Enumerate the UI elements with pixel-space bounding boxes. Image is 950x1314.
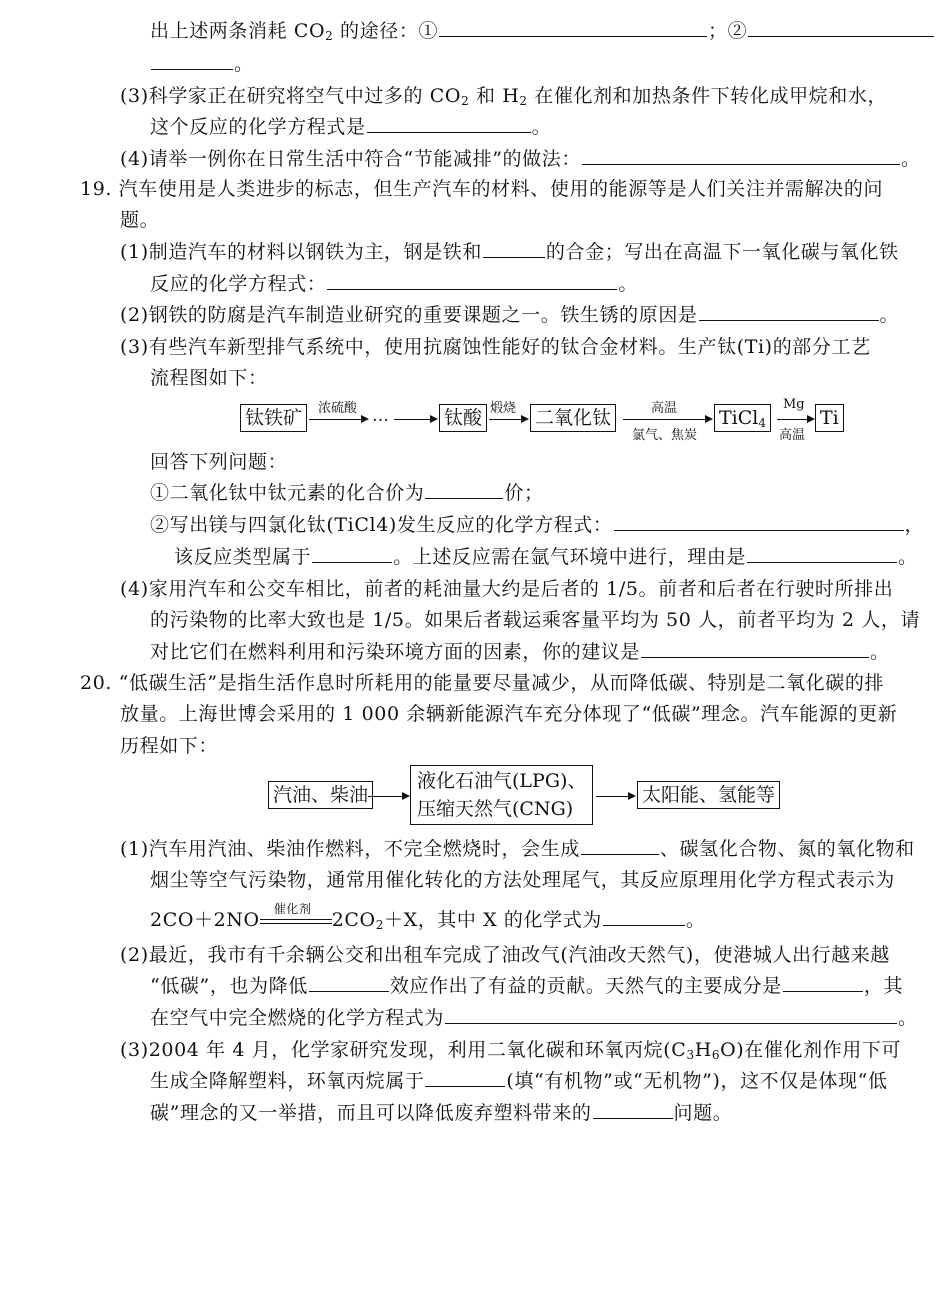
flow-node-titanic-acid: 钛酸 [439,404,487,432]
text: 出上述两条消耗 CO [150,20,326,42]
flow-arrow-label: 高温 [651,401,678,416]
q20-s3-line-3: 碳”理念的又一举措，而且可以降低废弃塑料带来的 问题。 [150,1102,733,1124]
answer-blank[interactable] [699,302,879,321]
q20-s3-line-2: 生成全降解塑料，环氧丙烷属于 (填“有机物”或“无机物”)，这不仅是体现“低 [150,1070,888,1092]
q18-line-1: 出上述两条消耗 $CO_2$ 的途径：① ；② [150,17,935,45]
q20-stem-2: 放量。上海世博会采用的 1 000 余辆新能源汽车充分体现了“低碳”理念。汽车能源的更新 [120,703,898,725]
q18-s3-line-2: 这个反应的化学方程式是 。 [150,116,552,138]
answer-blank[interactable] [582,146,900,165]
q20-stem-1: 20. “低碳生活”是指生活作息时所耗用的能量要尽量减少，从而降低碳、特别是二氧化碳的排 [80,672,885,694]
flow-node-lpg-cng: 液化石油气(LPG)、 压缩天然气(CNG) [410,765,593,825]
answer-blank[interactable] [151,51,233,70]
q19-answer-prompt: 回答下列问题： [150,451,288,473]
answer-blank[interactable] [309,973,389,992]
flow-arrow [394,419,436,420]
answer-blank[interactable] [445,1005,897,1024]
q20-s3-line-1: (3)2004 年 4 月，化学家研究发现，利用二氧化碳和环氧丙烷$(C_3H_6O)$在催化剂作用下可 [120,1039,902,1062]
answer-blank[interactable] [367,114,531,133]
q19-s1-line-2: 反应的化学方程式： 。 [150,273,639,295]
flow-arrow-label: 浓硫酸 [318,401,358,416]
flow-node-ticl4: TiCl$_4$ [714,404,771,432]
q19-c1-line: ①二氧化钛中钛元素的化合价为 价； [150,482,544,504]
q20-s2-line-1: (2)最近，我市有千余辆公交和出租车完成了油改气(汽油改天然气)，使港城人出行越来越 [120,944,890,966]
answer-blank[interactable] [312,544,392,563]
reaction-arrow-catalyst: 催化剂 [260,911,332,931]
q18-s3-line-1: (3)科学家正在研究将空气中过多的 $CO_2$ 和 $H_2$ 在催化剂和加热条件下转化成甲烷和水， [120,85,888,108]
answer-blank[interactable] [483,239,545,258]
answer-blank[interactable] [641,639,869,658]
q20-stem-3: 历程如下： [120,735,219,757]
text: ；② [708,20,748,42]
answer-blank[interactable] [614,512,904,531]
flow-arrow [623,419,711,420]
answer-blank[interactable] [327,271,617,290]
q19-s4-line-1: (4)家用汽车和公交车相比，前者的耗油量大约是后者的 1/5。前者和后者在行驶时所排出 [120,578,894,600]
answer-blank[interactable] [747,544,897,563]
q19-s2-line: (2)钢铁的防腐是汽车制造业研究的重要课题之一。铁生锈的原因是 。 [120,304,900,326]
flow-arrow-label: Mg [783,397,805,412]
answer-blank[interactable] [425,480,503,499]
answer-blank[interactable] [603,907,685,926]
flow-arrow [489,419,527,420]
q19-s3-line-2: 流程图如下： [150,367,268,389]
flow-node-ilmenite: 钛铁矿 [240,404,307,432]
q20-s2-line-3: 在空气中完全燃烧的化学方程式为 。 [150,1007,918,1029]
q19-c2-line-2: 该反应类型属于 。上述反应需在氩气环境中进行，理由是 。 [174,546,918,568]
flow-arrow-label: 煅烧 [490,401,517,416]
q20-s1-line-2: 烟尘等空气污染物，通常用催化转化的方法处理尾气，其反应原理用化学方程式表示为 [150,869,895,891]
q18-line-2: 。 [150,50,254,78]
answer-blank[interactable] [748,18,934,37]
flow-ellipsis: … [372,406,389,426]
q20-equation-line: 2CO＋2NO 催化剂 $2CO_2+X$，其中 X 的化学式为 。 [150,902,706,932]
answer-blank[interactable] [783,973,863,992]
q19-stem-1: 19. 汽车使用是人类进步的标志，但生产汽车的材料、使用的能源等是人们关注并需解决的问 [80,178,884,200]
answer-blank[interactable] [581,836,659,855]
flow-arrow-label: 高温 [779,428,806,443]
answer-blank[interactable] [439,18,707,37]
answer-blank[interactable] [593,1100,673,1119]
flow-arrow-label: 氯气、焦炭 [632,428,698,443]
q20-s1-line-1: (1)汽车用汽油、柴油作燃料，不完全燃烧时，会生成 、碳氢化合物、氮的氧化物和 [120,838,915,860]
text: 的途径：① [333,20,439,42]
q19-s3-line-1: (3)有些汽车新型排气系统中，使用抗腐蚀性能好的钛合金材料。生产钛(Ti)的部分工艺 [120,336,871,358]
q19-s4-line-2: 的污染物的比率大致也是 1/5。如果后者载运乘客量平均为 50 人，前者平均为 2 人，请 [150,609,921,631]
flow-node-titanium-dioxide: 二氧化钛 [530,404,616,432]
flow-arrow [777,419,813,420]
flow-arrow [309,419,367,420]
answer-blank[interactable] [425,1068,505,1087]
q19-c2-line-1: ②写出镁与四氯化钛(TiCl4)发生反应的化学方程式： ， [150,514,925,536]
flow-arrow [368,796,408,797]
flow-node-gasoline-diesel: 汽油、柴油 [268,781,373,809]
q19-stem-2: 题。 [120,209,160,231]
q18-s4-line: (4)请举一例你在日常生活中符合“节能减排”的做法： 。 [120,148,921,170]
q19-s1-line-1: (1)制造汽车的材料以钢铁为主，钢是铁和 的合金；写出在高温下一氧化碳与氧化铁 [120,241,899,263]
flow-node-solar-hydrogen: 太阳能、氢能等 [637,781,780,809]
flow-arrow [596,796,634,797]
q19-s4-line-3: 对比它们在燃料利用和污染环境方面的因素，你的建议是 。 [150,641,890,663]
q20-s2-line-2: “低碳”，也为降低 效应作出了有益的贡献。天然气的主要成分是 ，其 [150,975,904,997]
flow-node-ti: Ti [815,404,844,432]
